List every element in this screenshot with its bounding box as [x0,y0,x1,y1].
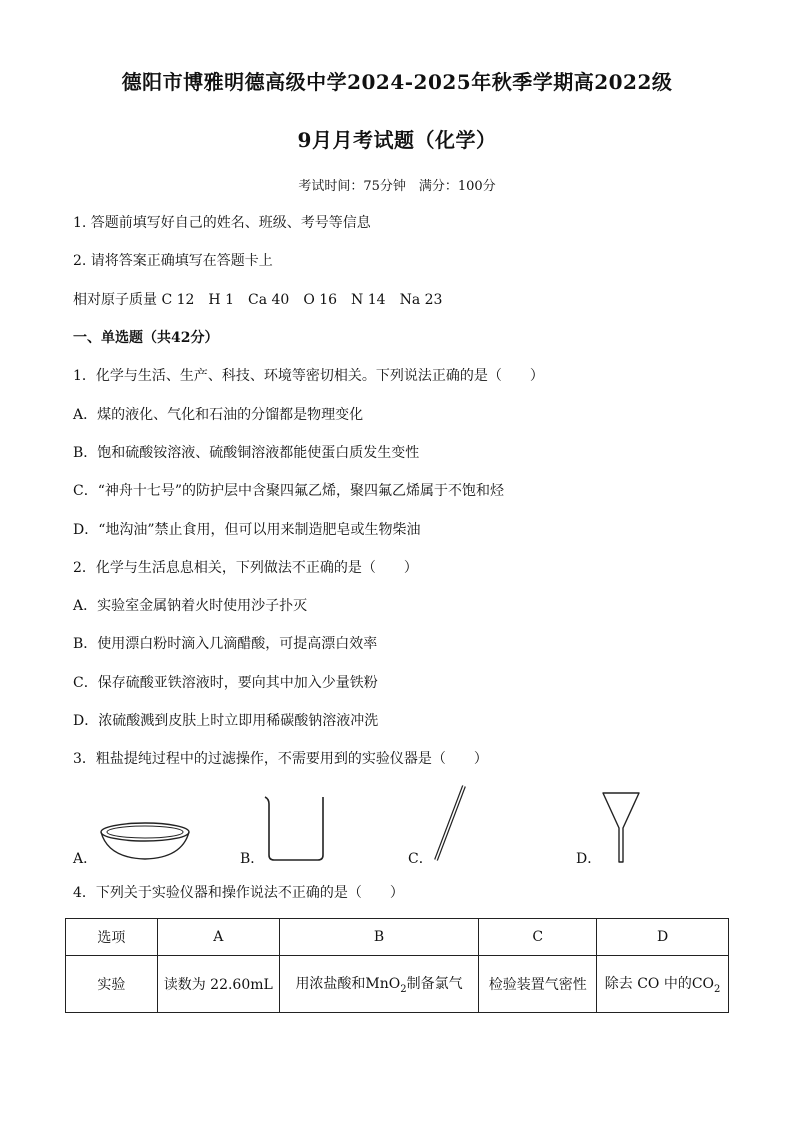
beaker-icon [262,794,328,864]
q4-header-row [66,919,729,956]
exam-info: 考试时间：75分钟 满分：100分 [298,179,496,194]
q2-option-c: C．保存硫酸亚铁溶液时，要向其中加入少量铁粉 [73,675,378,691]
q2-stem: 2．化学与生活息息相关，下列做法不正确的是（ ） [73,560,418,576]
evaporating-dish-icon [98,818,194,866]
q1-option-b: B．饱和硫酸铵溶液、硫酸铜溶液都能使蛋白质发生变性 [73,445,420,461]
q2-option-d: D．浓硫酸溅到皮肤上时立即用稀碳酸钠溶液冲洗 [73,713,379,729]
q3-label-a: A． [73,851,98,867]
q4-row-label: 实验 [66,956,158,1013]
note-1: 1. 答题前填写好自己的姓名、班级、考号等信息 [73,215,371,231]
q3-label-c: C． [408,851,433,867]
atomic-masses: 相对原子质量 C 12 H 1 Ca 40 O 16 N 14 Na 23 [73,292,443,308]
q4-cell-a: 读数为 22.60mL [157,956,279,1013]
q2-option-a: A．实验室金属钠着火时使用沙子扑灭 [73,598,308,614]
q1-option-a: A．煤的液化、气化和石油的分馏都是物理变化 [73,407,364,423]
q1-option-c: C．“神舟十七号”的防护层中含聚四氟乙烯，聚四氟乙烯属于不饱和烃 [73,483,505,499]
glass-rod-icon [430,782,470,864]
q3-label-d: D． [576,851,602,867]
q4-stem: 4．下列关于实验仪器和操作说法不正确的是（ ） [73,885,404,901]
q4-cell-b: 用浓盐酸和MnO$_2$制备氯气 [279,956,479,1013]
q4-header-cell: A [157,919,279,956]
q4-table [65,918,729,1013]
q3-label-b: B． [240,851,265,867]
q1-stem: 1．化学与生活、生产、科技、环境等密切相关。下列说法正确的是（ ） [73,368,544,384]
funnel-icon [600,790,642,866]
q4-experiment-row [66,956,729,1013]
note-2: 2. 请将答案正确填写在答题卡上 [73,253,273,269]
q4-header-cell: 选项 [66,919,158,956]
exam-title-line1: 德阳市博雅明德高级中学2024-2025年秋季学期高2022级 [121,70,673,94]
q4-header-cell: B [279,919,479,956]
section-heading: 一、单选题（共42分） [73,330,219,346]
exam-title-line2: 9月月考试题（化学） [297,128,497,152]
q4-cell-d: 除去 CO 中的$CO_2$ [597,956,729,1013]
q3-stem: 3．粗盐提纯过程中的过滤操作，不需要用到的实验仪器是（ ） [73,751,488,767]
q1-option-d: D．“地沟油”禁止食用，但可以用来制造肥皂或生物柴油 [73,522,421,538]
q4-header-cell: C [479,919,597,956]
q4-header-cell: D [597,919,729,956]
q2-option-b: B．使用漂白粉时滴入几滴醋酸，可提高漂白效率 [73,636,378,652]
q4-cell-c: 检验装置气密性 [479,956,597,1013]
